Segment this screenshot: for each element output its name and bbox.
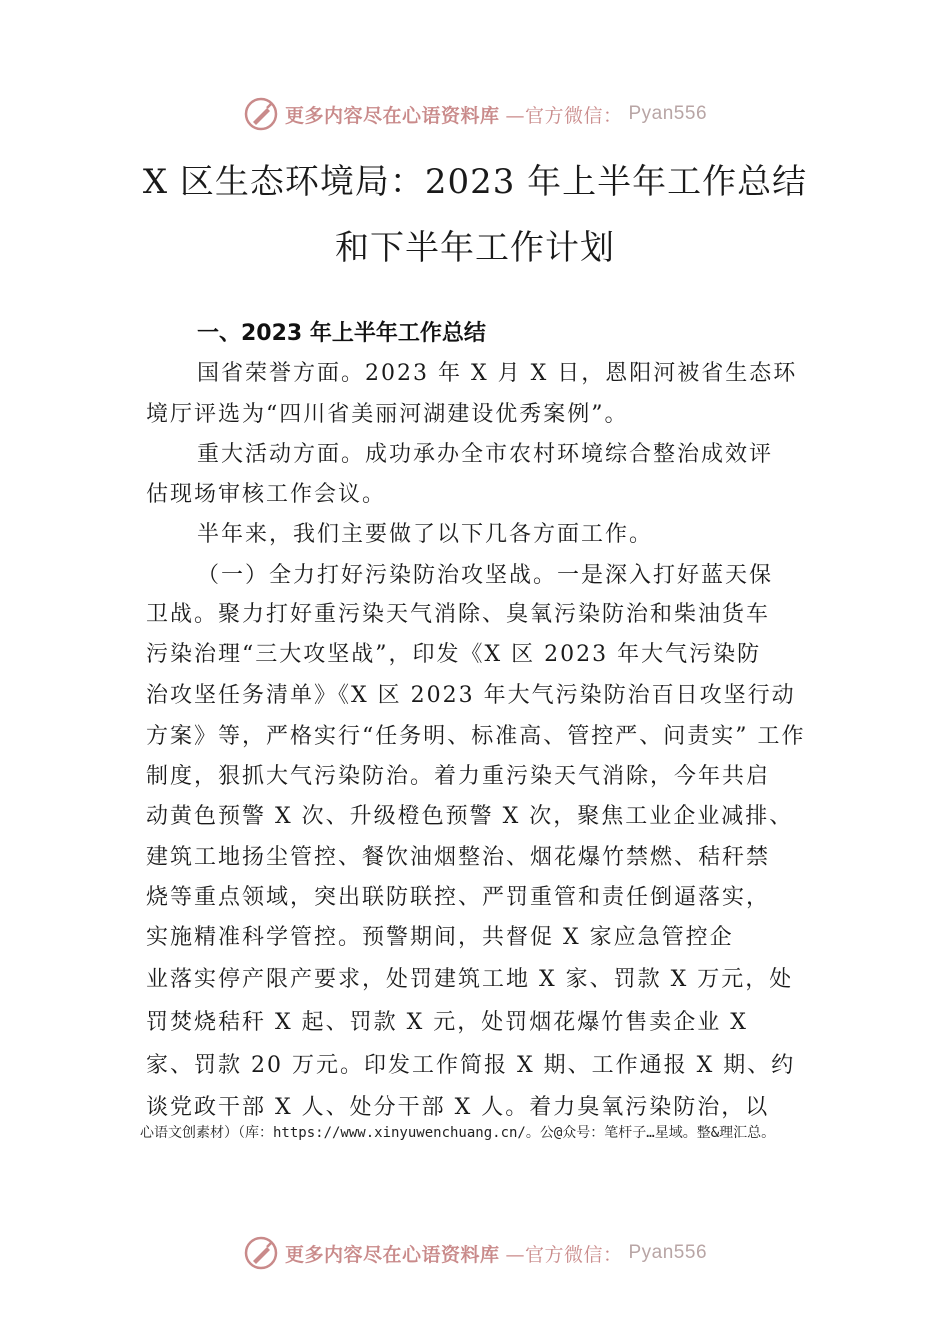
body-line: 烧等重点领域，突出联防联控、严罚重管和责任倒逼落实， — [146, 885, 771, 910]
body-line: 建筑工地扬尘管控、餐饮油烟整治、烟花爆竹禁燃、秸秆禁 — [146, 845, 771, 870]
body-line: 污染治理“三大攻坚战”，印发《X 区 2023 年大气污染防 — [146, 642, 762, 667]
body-line: 实施精准科学管控。预警期间，共督促 X 家应急管控企 — [146, 925, 734, 950]
body-line: 估现场审核工作会议。 — [146, 482, 387, 507]
section-heading: 一、2023 年上半年工作总结 — [197, 321, 486, 346]
watermark-bottom — [0, 1231, 950, 1275]
body-line: 业落实停产限产要求，处罚建筑工地 X 家、罚款 X 万元，处 — [146, 967, 794, 992]
body-line: 家、罚款 20 万元。印发工作简报 X 期、工作通报 X 期、约 — [146, 1053, 796, 1078]
watermark-top — [0, 92, 950, 136]
body-line: 罚焚烧秸秆 X 起、罚款 X 元，处罚烟花爆竹售卖企业 X — [146, 1010, 748, 1035]
fountain-pen-seal-icon — [243, 1235, 279, 1271]
document-title-line2: 和下半年工作计划 — [335, 228, 615, 268]
document-title-line1: X 区生态环境局：2023 年上半年工作总结 — [142, 162, 808, 202]
body-line: 卫战。聚力打好重污染天气消除、臭氧污染防治和柴油货车 — [146, 602, 771, 627]
watermark-handle: Pyan556 — [628, 1242, 708, 1263]
watermark-handle: Pyan556 — [628, 103, 708, 124]
fountain-pen-seal-icon — [243, 96, 279, 132]
watermark-suffix: —官方微信： — [505, 104, 623, 127]
body-line: 治攻坚任务清单》《X 区 2023 年大气污染防治百日攻坚行动 — [146, 683, 796, 708]
watermark-prefix: 更多内容尽在心语资料库 — [284, 1243, 500, 1266]
body-line: 方案》等，严格实行“任务明、标准高、管控严、问责实” 工作 — [146, 724, 806, 749]
body-line: 半年来，我们主要做了以下几各方面工作。 — [197, 522, 654, 547]
source-footnote: 心语文创素材）（库：https://www.xinyuwenchuang.cn/。公@众号：笔杆子…星域。整&理汇总。 — [140, 1125, 776, 1141]
body-line: （一）全力打好污染防治攻坚战。一是深入打好蓝天保 — [197, 563, 774, 588]
body-line: 国省荣誉方面。2023 年 X 月 X 日，恩阳河被省生态环 — [197, 361, 798, 386]
body-line: 谈党政干部 X 人、处分干部 X 人。着力臭氧污染防治，以 — [146, 1095, 770, 1120]
body-line: 重大活动方面。成功承办全市农村环境综合整治成效评 — [197, 442, 774, 467]
watermark-suffix: —官方微信： — [505, 1243, 623, 1266]
body-line: 动黄色预警 X 次、升级橙色预警 X 次，聚焦工业企业减排、 — [146, 804, 794, 829]
body-line: 制度，狠抓大气污染防治。着力重污染天气消除，今年共启 — [146, 764, 771, 789]
body-line: 境厅评选为“四川省美丽河湖建设优秀案例”。 — [146, 402, 629, 427]
watermark-prefix: 更多内容尽在心语资料库 — [284, 104, 500, 127]
